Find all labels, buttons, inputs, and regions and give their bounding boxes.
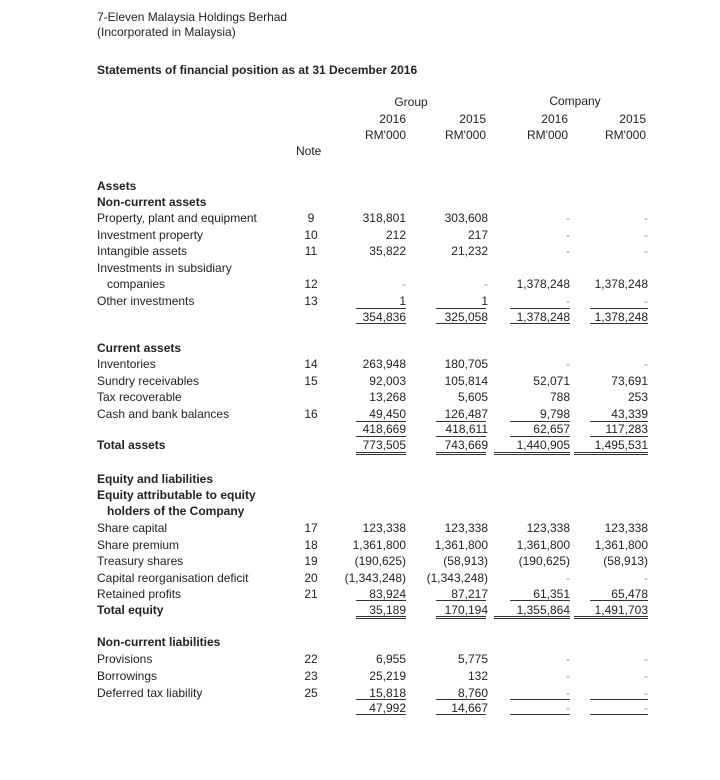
row-label: Other investments (97, 294, 195, 308)
rule (436, 699, 486, 700)
row-value: 49,450 (369, 407, 406, 421)
rule (436, 308, 486, 309)
row-value: 62,657 (533, 422, 570, 436)
double-rule (436, 616, 486, 619)
row-value: 1,361,800 (434, 538, 488, 552)
row-value: 180,705 (444, 357, 488, 371)
row-value: - (644, 357, 648, 371)
statement-row (0, 389, 720, 405)
col-unit-group-2015: RM'000 (445, 128, 486, 142)
row-value: - (644, 669, 648, 683)
rule (590, 308, 648, 309)
row-value: - (644, 571, 648, 585)
row-value: 1,378,248 (516, 277, 570, 291)
statement-title: Statements of financial position as at 31 December 2016 (97, 63, 418, 77)
row-label: Non-current liabilities (97, 635, 221, 649)
row-value: 1 (481, 294, 488, 308)
row-value: 1,495,531 (594, 438, 648, 452)
row-value: 1,378,248 (594, 277, 648, 291)
row-value: 105,814 (444, 374, 488, 388)
statement-row (0, 570, 720, 586)
row-label: Provisions (97, 652, 153, 666)
row-value: 61,351 (533, 587, 570, 601)
col-unit-company-2016: RM'000 (527, 128, 568, 142)
row-label: Equity and liabilities (97, 472, 214, 486)
row-value: 318,801 (362, 211, 406, 225)
row-value: 1,361,800 (594, 538, 648, 552)
row-value: 5,605 (457, 390, 488, 404)
row-value: 1,440,905 (516, 438, 570, 452)
row-note: 18 (304, 538, 318, 552)
row-value: 123,338 (604, 521, 648, 535)
row-value: 14,667 (451, 701, 488, 715)
company-name: 7-Eleven Malaysia Holdings Berhad (97, 10, 288, 24)
row-note: 9 (307, 211, 315, 225)
row-label: Non-current assets (97, 195, 207, 209)
row-value: 132 (467, 669, 488, 683)
rule (510, 714, 570, 715)
statement-row (0, 487, 720, 503)
row-value: - (644, 294, 648, 308)
row-value: - (566, 294, 570, 308)
statement-row (0, 340, 720, 356)
row-value: 418,611 (445, 422, 488, 436)
row-value: - (644, 228, 648, 242)
double-rule (356, 616, 406, 619)
row-label: Investment property (97, 228, 204, 242)
row-value: - (484, 277, 488, 291)
rule (356, 308, 406, 309)
row-value: - (566, 211, 570, 225)
row-note: 21 (304, 587, 318, 601)
rule (590, 600, 648, 601)
row-value: 6,955 (375, 652, 406, 666)
row-value: - (566, 686, 570, 700)
row-value: (1,343,248) (344, 571, 406, 585)
row-value: - (644, 652, 648, 666)
row-note: 10 (304, 228, 318, 242)
row-value: (58,913) (603, 554, 648, 568)
row-value: 73,691 (611, 374, 648, 388)
row-value: 35,189 (369, 603, 406, 617)
row-value: (190,625) (354, 554, 406, 568)
row-note: 14 (304, 357, 318, 371)
row-value: 123,338 (444, 521, 488, 535)
statement-row (0, 194, 720, 210)
statement-row (0, 356, 720, 372)
double-rule (356, 452, 406, 455)
rule (510, 421, 570, 422)
row-value: (190,625) (518, 554, 570, 568)
row-value: 325,058 (444, 310, 488, 324)
row-note: 13 (304, 294, 318, 308)
statement-row (0, 437, 720, 453)
row-value: 788 (549, 390, 570, 404)
row-value: 123,338 (362, 521, 406, 535)
rule (356, 699, 406, 700)
row-value: 212 (385, 228, 406, 242)
row-label: Assets (97, 179, 137, 193)
rule (436, 323, 486, 324)
double-rule (574, 452, 648, 455)
row-value: 15,818 (369, 686, 406, 700)
row-value: - (566, 228, 570, 242)
row-value: 87,217 (451, 587, 488, 601)
row-value: 354,836 (362, 310, 406, 324)
row-note: 16 (304, 407, 318, 421)
row-value: 8,760 (457, 686, 488, 700)
row-value: 1,378,248 (594, 310, 648, 324)
row-value: 217 (467, 228, 488, 242)
row-label: Treasury shares (97, 554, 184, 568)
double-rule (494, 452, 570, 455)
row-note: 15 (304, 374, 318, 388)
rule (590, 714, 648, 715)
row-label: holders of the Company (107, 504, 245, 518)
statement-row (0, 276, 720, 292)
row-label: companies (107, 277, 166, 291)
row-label: Total equity (97, 603, 164, 617)
row-note: 12 (304, 277, 318, 291)
subtotal-row (0, 421, 720, 437)
statement-row (0, 373, 720, 389)
row-label: Investments in subsidiary (97, 261, 232, 275)
row-value: 92,003 (369, 374, 406, 388)
rule (356, 421, 406, 422)
rule (356, 600, 406, 601)
col-year-group-2016: 2016 (379, 112, 406, 126)
row-value: 126,487 (444, 407, 488, 421)
company-incorporation: (Incorporated in Malaysia) (97, 25, 236, 39)
rule (590, 436, 648, 437)
rule (436, 714, 486, 715)
col-unit-company-2015: RM'000 (605, 128, 646, 142)
row-label: Current assets (97, 341, 182, 355)
row-value: 263,948 (362, 357, 406, 371)
row-value: 43,339 (611, 407, 648, 421)
row-value: 303,608 (444, 211, 488, 225)
double-rule (494, 616, 570, 619)
statement-row (0, 471, 720, 487)
rule (590, 699, 648, 700)
row-value: 1,361,800 (352, 538, 406, 552)
rule (436, 421, 486, 422)
row-value: - (644, 701, 648, 715)
row-label: Inventories (97, 357, 156, 371)
row-value: - (566, 357, 570, 371)
statement-row (0, 634, 720, 650)
row-value: 170,194 (444, 603, 488, 617)
company-header: Company (549, 94, 601, 108)
statement-row (0, 260, 720, 276)
statement-row (0, 406, 720, 422)
col-year-company-2015: 2015 (619, 112, 646, 126)
row-value: - (566, 652, 570, 666)
row-value: 25,219 (369, 669, 406, 683)
double-rule (436, 452, 486, 455)
row-label: Intangible assets (97, 244, 188, 258)
rule (436, 436, 486, 437)
row-value: 65,478 (611, 587, 648, 601)
row-label: Share premium (97, 538, 180, 552)
statement-row (0, 668, 720, 684)
row-value: 743,669 (444, 438, 488, 452)
statement-row (0, 520, 720, 536)
note-header: Note (296, 144, 322, 158)
col-unit-group-2016: RM'000 (365, 128, 406, 142)
row-value: (58,913) (443, 554, 488, 568)
rule (356, 436, 406, 437)
row-label: Cash and bank balances (97, 407, 230, 421)
row-note: 22 (304, 652, 318, 666)
rule (510, 600, 570, 601)
row-value: 1,361,800 (516, 538, 570, 552)
row-value: - (402, 277, 406, 291)
col-year-group-2015: 2015 (459, 112, 486, 126)
row-value: 9,798 (539, 407, 570, 421)
row-value: 21,232 (451, 244, 488, 258)
row-label: Deferred tax liability (97, 686, 203, 700)
statement-row (0, 537, 720, 553)
row-note: 20 (304, 571, 318, 585)
rule (590, 421, 648, 422)
rule (436, 600, 486, 601)
row-value: 5,775 (457, 652, 488, 666)
row-value: 1,491,703 (594, 603, 648, 617)
row-value: 47,992 (369, 701, 406, 715)
rule (510, 699, 570, 700)
row-note: 19 (304, 554, 318, 568)
row-value: 773,505 (362, 438, 406, 452)
row-value: 1,355,864 (516, 603, 570, 617)
row-value: 1,378,248 (516, 310, 570, 324)
double-rule (574, 616, 648, 619)
rule (510, 308, 570, 309)
row-value: - (644, 244, 648, 258)
statement-row (0, 178, 720, 194)
row-value: 253 (627, 390, 648, 404)
row-value: - (644, 686, 648, 700)
statement-row (0, 293, 720, 309)
rule (590, 323, 648, 324)
row-label: Property, plant and equipment (97, 211, 257, 225)
row-note: 25 (304, 686, 318, 700)
rule (356, 714, 406, 715)
statement-row (0, 553, 720, 569)
row-value: 123,338 (526, 521, 570, 535)
row-label: Sundry receivables (97, 374, 200, 388)
row-note: 23 (304, 669, 318, 683)
col-year-company-2016: 2016 (541, 112, 568, 126)
row-label: Total assets (97, 438, 166, 452)
statement-row (0, 503, 720, 519)
row-value: - (566, 701, 570, 715)
row-label: Retained profits (97, 587, 182, 601)
row-value: (1,343,248) (426, 571, 488, 585)
row-label: Borrowings (97, 669, 158, 683)
row-value: 83,924 (369, 587, 406, 601)
row-value: - (644, 211, 648, 225)
rule (356, 323, 406, 324)
row-label: Share capital (97, 521, 168, 535)
row-value: 13,268 (369, 390, 406, 404)
row-value: 117,283 (605, 422, 648, 436)
row-value: 52,071 (533, 374, 570, 388)
row-label: Equity attributable to equity (97, 488, 256, 502)
statement-row (0, 227, 720, 243)
row-value: 418,669 (362, 422, 406, 436)
row-note: 17 (304, 521, 318, 535)
row-note: 11 (304, 244, 318, 258)
row-value: 35,822 (369, 244, 406, 258)
statement-row (0, 651, 720, 667)
row-value: - (566, 244, 570, 258)
statement-row (0, 243, 720, 259)
statement-row (0, 210, 720, 226)
rule (510, 436, 570, 437)
row-label: Tax recoverable (97, 390, 182, 404)
row-value: - (566, 571, 570, 585)
row-value: - (566, 669, 570, 683)
rule (510, 323, 570, 324)
group-header: Group (394, 95, 428, 109)
row-label: Capital reorganisation deficit (97, 571, 249, 585)
row-value: 1 (399, 294, 406, 308)
